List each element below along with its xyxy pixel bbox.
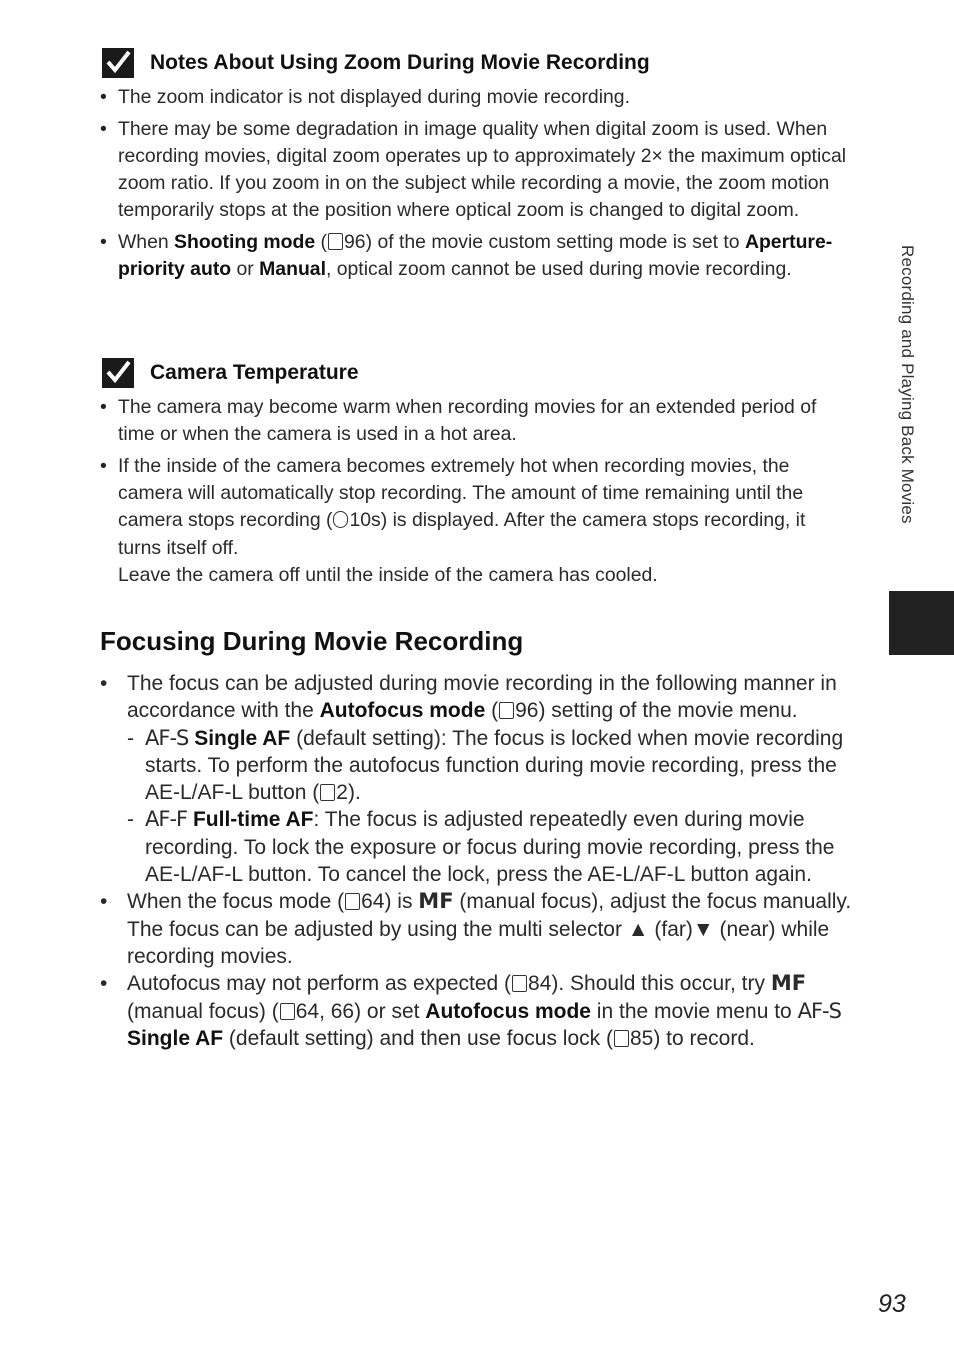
page-reference-icon — [328, 233, 343, 250]
page-number: 93 — [878, 1290, 906, 1318]
list-item: • When Shooting mode ( 96) of the movie custom setting mode is set to Aperture-priority auto or Manual, optical zoom cannot be used during movie recording. — [100, 229, 852, 283]
list-item: • Autofocus may not perform as expected ( 84). Should this occur, try MF (manual focus) ( 64, 66) or set Autofocus mode in the movie menu to AF-S Single AF (default setting) and then use focus lock ( 85) to record. — [100, 970, 856, 1052]
note-title: Camera Temperature — [150, 361, 359, 384]
page-reference-icon — [499, 702, 514, 719]
sub-list — [127, 725, 856, 889]
section-title: Focusing During Movie Recording — [100, 626, 524, 656]
sub-list-item: - AF-F Full-time AF: The focus is adjusted repeatedly even during movie recording. To lock the exposure or focus during movie recording, press the AE-L/AF-L button. To cancel the lock, press the AE-L/AF-L button again. — [127, 806, 856, 888]
af-s-icon: AF-S — [145, 725, 189, 750]
focus-list — [100, 670, 856, 1052]
list-item: • There may be some degradation in image quality when digital zoom is used. When recording movies, digital zoom operates up to approximately 2× the maximum optical zoom ratio. If you zoom in on the subject while recording a movie, the zoom motion temporarily stops at the position where optical zoom is changed to digital zoom. — [100, 116, 852, 225]
list-item: • The focus can be adjusted during movie recording in the following manner in accordance with the Autofocus mode ( 96) setting of the movie menu. - AF-S Single AF (default setting): The focus is locked when movie recording starts. To perform the autofocus function during movie recording, press the AE-L/AF-L button ( 2). - AF-F Full-time AF: The focus is adjusted repeatedly even during movie recording. To lock the exposure or focus during movie recording, press the AE-L/AF-L button. To cancel the lock, press the AE-L/AF-L button again. — [100, 670, 856, 888]
af-f-icon: AF-F — [145, 807, 188, 832]
caution-check-icon — [102, 358, 134, 388]
note-list-temperature — [100, 394, 852, 593]
chapter-tab — [889, 591, 954, 655]
sub-list-item: - AF-S Single AF (default setting): The focus is locked when movie recording starts. To perform the autofocus function during movie recording, press the AE-L/AF-L button ( 2). — [127, 725, 856, 807]
note-heading-zoom — [102, 47, 650, 79]
page-reference-icon — [320, 784, 335, 801]
page-reference-icon — [614, 1030, 629, 1047]
mf-icon: MF — [418, 889, 454, 914]
list-item: • When the focus mode ( 64) is MF (manual focus), adjust the focus manually. The focus can be adjusted by using the multi selector ▲ (far)▼ (near) while recording movies. — [100, 888, 856, 970]
caution-check-icon — [102, 48, 134, 78]
list-item: • The zoom indicator is not displayed during movie recording. — [100, 84, 852, 111]
page-reference-icon — [280, 1003, 295, 1020]
chapter-side-label: Recording and Playing Back Movies — [898, 245, 917, 524]
note-list-zoom — [100, 84, 852, 288]
note-heading-temperature — [102, 357, 359, 389]
list-item: • If the inside of the camera becomes extremely hot when recording movies, the camera will automatically stop recording. The amount of time remaining until the camera stops recording ( 10s) is displayed. After the camera stops recording, it turns itself off. Leave the camera off until the inside of the camera has cooled. — [100, 453, 852, 589]
thermometer-icon — [333, 511, 348, 528]
mf-icon: MF — [770, 971, 807, 996]
af-s-icon: AF-S — [797, 998, 841, 1023]
note-title: Notes About Using Zoom During Movie Recording — [150, 51, 650, 74]
page-reference-icon — [345, 893, 360, 910]
page-reference-icon — [512, 975, 527, 992]
list-item: • The camera may become warm when recording movies for an extended period of time or when the camera is used in a hot area. — [100, 394, 852, 448]
